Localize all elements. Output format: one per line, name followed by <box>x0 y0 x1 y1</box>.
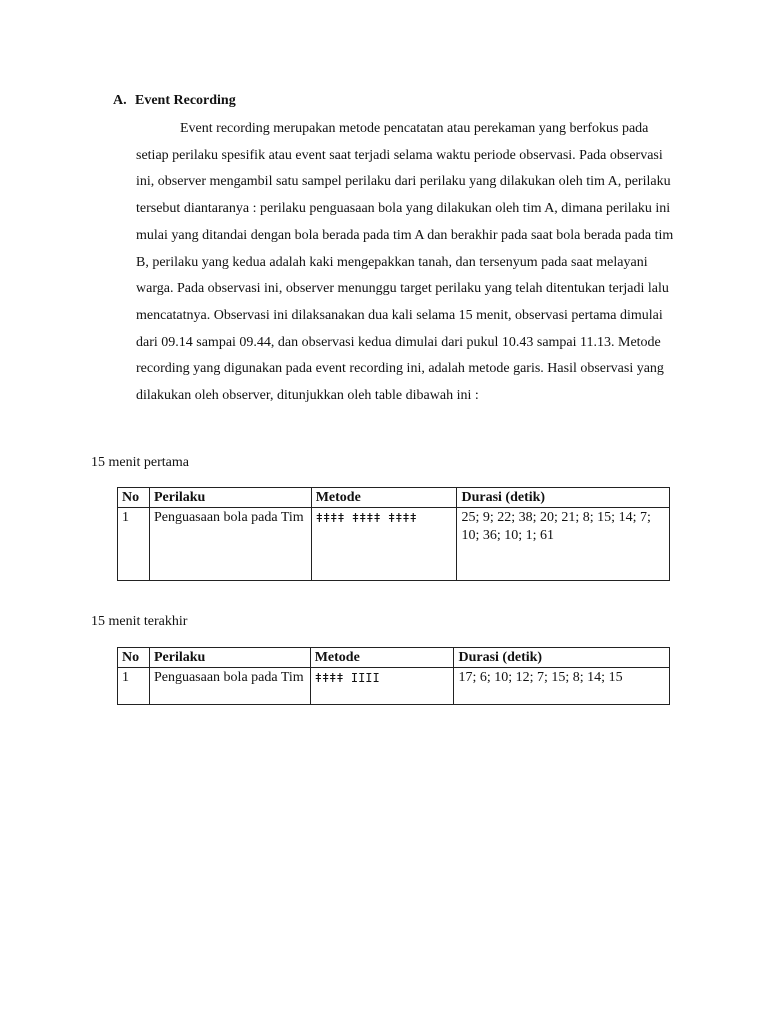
table2-cell-no: 1 <box>118 668 150 705</box>
table2-header-durasi: Durasi (detik) <box>454 648 670 668</box>
table2-header-metode: Metode <box>310 648 454 668</box>
table2-cell-durasi: 17; 6; 10; 12; 7; 15; 8; 14; 15 <box>454 668 670 705</box>
section-title: Event Recording <box>135 93 236 108</box>
table1-header-row <box>118 488 670 508</box>
table1-caption: 15 menit pertama <box>91 455 189 470</box>
table2-cell-metode: ǂǂǂǂ IIII <box>310 668 454 705</box>
table2 <box>117 647 670 705</box>
paragraph-text: Event recording merupakan metode pencatatan atau perekaman yang berfokus pada setiap perilaku spesifik atau event saat terjadi selama waktu periode observasi. Pada observasi ini, observer mengambil satu sampel perilaku dari perilaku yang dilakukan oleh tim A, perilaku tersebut diantaranya : perilaku penguasaan bola yang dilakukan oleh tim A, dimana perilaku ini mulai yang ditandai dengan bola berada pada tim A dan berakhir pada saat bola berada pada tim B, perilaku yang kedua adalah kaki mengepakkan tanah, dan tersenyum pada saat melayani warga. Pada observasi ini, observer menunggu target perilaku yang telah ditentukan terjadi lalu mencatatnya. Observasi ini dilaksanakan dua kali selama 15 menit, observasi pertama dimulai dari 09.14 sampai 09.44, dan observasi kedua dimulai dari pukul 10.43 sampai 11.13. Metode recording yang digunakan pada event recording ini, adalah metode garis. Hasil observasi yang dilakukan oleh observer, ditunjukkan oleh table dibawah ini : <box>136 121 674 404</box>
section-heading <box>113 93 236 109</box>
table2-header-perilaku: Perilaku <box>149 648 310 668</box>
table2-header-no: No <box>118 648 150 668</box>
table1-cell-no: 1 <box>118 508 150 581</box>
table1-cell-perilaku: Penguasaan bola pada Tim <box>149 508 311 581</box>
table1-cell-durasi: 25; 9; 22; 38; 20; 21; 8; 15; 14; 7; 10; 36; 10; 1; 61 <box>457 508 670 581</box>
table1 <box>117 487 670 581</box>
table1-header-metode: Metode <box>311 488 457 508</box>
table2-cell-perilaku: Penguasaan bola pada Tim <box>149 668 310 705</box>
table1-header-perilaku: Perilaku <box>149 488 311 508</box>
table2-caption: 15 menit terakhir <box>91 614 188 629</box>
table2-header-row <box>118 648 670 668</box>
section-marker: A. <box>113 93 127 108</box>
table1-cell-metode: ǂǂǂǂ ǂǂǂǂ ǂǂǂǂ <box>311 508 457 581</box>
body-paragraph <box>136 116 676 410</box>
table1-header-durasi: Durasi (detik) <box>457 488 670 508</box>
table-row <box>118 508 670 581</box>
table1-header-no: No <box>118 488 150 508</box>
table-row <box>118 668 670 705</box>
